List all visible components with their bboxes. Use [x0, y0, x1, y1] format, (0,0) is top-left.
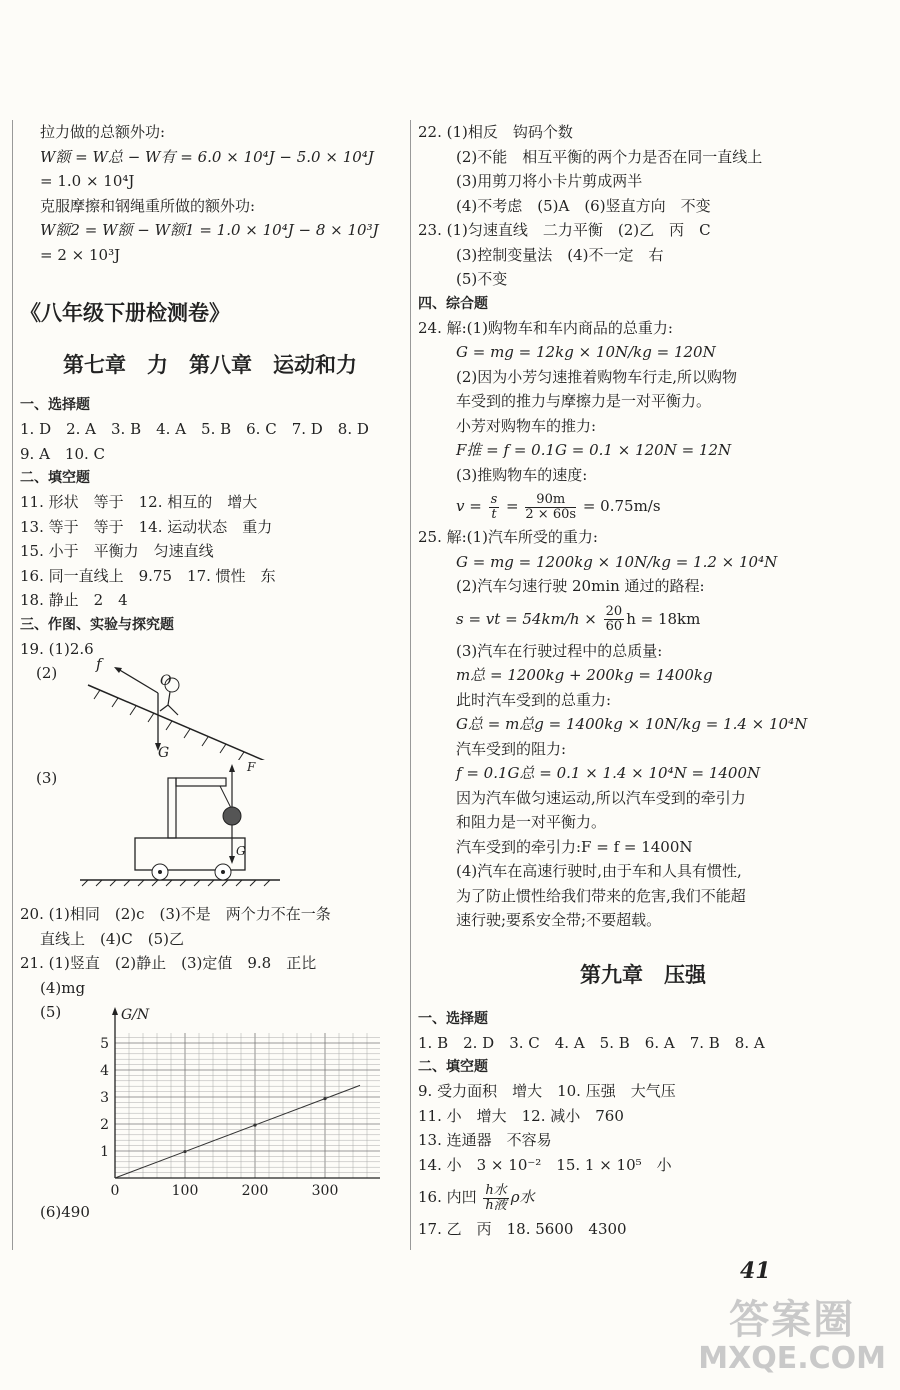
- formula-part: v =: [456, 497, 482, 515]
- answer-part: 16. 内凹: [418, 1188, 477, 1206]
- answer-line: 13. 等于 等于 14. 运动状态 重力: [20, 517, 273, 536]
- answer-line: 16. 同一直线上 9.75 17. 惯性 东: [20, 566, 276, 585]
- answer-line: (4)不考虑 (5)A (6)竖直方向 不变: [456, 196, 711, 215]
- y-axis-arrow: [112, 1007, 118, 1015]
- answer-line: (2)不能 相互平衡的两个力是否在同一直线上: [456, 147, 763, 166]
- incline-diagram: [70, 655, 310, 760]
- figure-label: (2): [36, 664, 58, 682]
- watermark-logo: 答案圈: [729, 1297, 856, 1343]
- x-tick-label: 0: [110, 1183, 120, 1198]
- fraction: [525, 493, 576, 522]
- section-heading: 一、选择题: [418, 1010, 488, 1027]
- formula-part: =: [506, 497, 519, 515]
- book-title: 《八年级下册检测卷》: [20, 301, 230, 325]
- force-label-g: G: [158, 745, 170, 761]
- formula: G = mg = 12kg × 10N/kg = 120N: [456, 343, 716, 361]
- chart-grid: [115, 1033, 380, 1178]
- answer-line: 19. (1)2.6: [20, 639, 94, 658]
- answer-line: 1. D 2. A 3. B 4. A 5. B 6. C 7. D 8. D: [20, 420, 369, 438]
- formula: W额 = W总 − W有 = 6.0 × 10⁴J − 5.0 × 10⁴J: [40, 147, 374, 166]
- force-label-f: F: [247, 760, 256, 774]
- left-margin-line: [12, 120, 13, 1250]
- answer-line: (3)控制变量法 (4)不一定 右: [456, 245, 664, 264]
- y-axis-label: G/N: [121, 1007, 150, 1023]
- formula-part: h = 18km: [626, 609, 701, 628]
- incline-figure: [20, 655, 400, 766]
- answer-line-16: [418, 1177, 868, 1217]
- answer-line: 和阻力是一对平衡力。: [456, 813, 607, 831]
- answer-line: 因为汽车做匀速运动,所以汽车受到的牵引力: [456, 788, 746, 807]
- text-line: 克服摩擦和钢绳重所做的额外功:: [40, 196, 256, 215]
- answer-line: (3)推购物车的速度:: [456, 465, 588, 484]
- answer-line: (2)汽车匀速行驶 20min 通过的路程:: [456, 577, 705, 595]
- chart-axes: [112, 1007, 380, 1181]
- answer-line: (5)不变: [456, 270, 508, 288]
- answer-line: 15. 小于 平衡力 匀速直线: [20, 542, 214, 560]
- answer-line: (3)用剪刀将小卡片剪成两半: [456, 172, 643, 190]
- cart-diagram: [80, 758, 300, 888]
- section-heading: 二、填空题: [20, 470, 90, 486]
- section-heading: 四、综合题: [418, 295, 488, 312]
- formula: F推 = f = 0.1G = 0.1 × 120N = 12N: [456, 441, 732, 459]
- y-tick-label: 4: [100, 1063, 109, 1079]
- formula: G = mg = 1200kg × 10N/kg = 1.2 × 10⁴N: [456, 552, 778, 571]
- formula: f = 0.1G总 = 0.1 × 1.4 × 10⁴N = 1400N: [456, 764, 761, 782]
- column-divider: [410, 120, 411, 1250]
- section-heading: 一、选择题: [20, 397, 90, 413]
- y-tick-label: 3: [100, 1090, 109, 1106]
- formula: G总 = m总g = 1400kg × 10N/kg = 1.4 × 10⁴N: [456, 715, 808, 733]
- graph-block: [20, 1000, 400, 1200]
- fraction-numerator: h水: [485, 1182, 507, 1198]
- formula: = 2 × 10³J: [40, 245, 121, 264]
- answer-line: 9. A 10. C: [20, 444, 106, 463]
- answer-line: 速行驶;要系安全带;不要超载。: [456, 911, 662, 929]
- data-point: [183, 1150, 186, 1153]
- x-tick-label: 300: [311, 1183, 339, 1198]
- fraction-numerator: s: [490, 491, 498, 507]
- answer-line: 为了防止惯性给我们带来的危害,我们不能超: [456, 886, 746, 905]
- y-tick-label: 5: [100, 1036, 109, 1052]
- answer-line: 11. 小 增大 12. 减小 760: [418, 1106, 624, 1125]
- formula-part: s = vt = 54km/h ×: [456, 609, 597, 628]
- answer-line: 车受到的推力与摩擦力是一对平衡力。: [456, 392, 712, 410]
- answer-line: (4)mg: [40, 978, 86, 997]
- data-point: [253, 1123, 256, 1126]
- y-tick-label: 2: [100, 1117, 109, 1133]
- figure-label: (3): [36, 769, 58, 787]
- answer-line: (2)因为小芳匀速推着购物车行走,所以购物: [456, 367, 738, 386]
- watermark-url: MXQE.COM: [698, 1341, 886, 1376]
- y-tick-label: 1: [100, 1144, 109, 1160]
- fraction-denominator: h液: [485, 1197, 507, 1213]
- fraction-denominator: 60: [605, 619, 623, 634]
- chapter-title: 第七章 力 第八章 运动和力: [63, 353, 357, 377]
- fraction: [483, 1184, 508, 1213]
- answer-line: 汽车受到的阻力:: [456, 739, 567, 758]
- cart-figure: [20, 760, 400, 896]
- formula: = 1.0 × 10⁴J: [40, 172, 135, 190]
- answer-line: 17. 乙 丙 18. 5600 4300: [418, 1220, 627, 1238]
- fraction-denominator: t: [491, 506, 497, 522]
- answer-line: 20. (1)相同 (2)c (3)不是 两个力不在一条: [20, 905, 331, 923]
- point-label-o: O: [160, 673, 172, 689]
- answer-line: (6)490: [40, 1203, 90, 1221]
- formula: W额2 = W额 − W额1 = 1.0 × 10⁴J − 8 × 10³J: [40, 221, 379, 239]
- fraction-denominator: 2 × 60s: [525, 506, 577, 522]
- answer-line: 直线上 (4)C (5)乙: [40, 929, 184, 948]
- formula-part: = 0.75m/s: [582, 497, 661, 515]
- fraction-numerator: 20: [605, 604, 623, 619]
- answer-line: 18. 静止 2 4: [20, 591, 128, 609]
- formula-velocity: [418, 487, 868, 525]
- chart-series: [115, 1085, 360, 1178]
- formula-distance: [418, 599, 868, 639]
- x-tick-label: 100: [171, 1183, 199, 1198]
- answer-line: 14. 小 3 × 10⁻² 15. 1 × 10⁵ 小: [418, 1155, 672, 1174]
- answer-line: 小芳对购物车的推力:: [456, 416, 597, 435]
- answer-line: 24. 解:(1)购物车和车内商品的总重力:: [418, 318, 673, 337]
- answer-line: 22. (1)相反 钩码个数: [418, 123, 573, 141]
- left-column: [20, 120, 400, 1225]
- force-label-f: f: [96, 655, 102, 673]
- answer-line: 11. 形状 等于 12. 相互的 增大: [20, 493, 258, 511]
- series-line: [115, 1085, 360, 1178]
- answer-line: 汽车受到的牵引力:F = f = 1400N: [456, 837, 693, 856]
- figure-label: (5): [40, 1003, 62, 1021]
- section-heading: 二、填空题: [418, 1059, 488, 1075]
- fraction: [489, 493, 500, 522]
- x-tick-label: 200: [241, 1183, 269, 1198]
- answer-line: 21. (1)竖直 (2)静止 (3)定值 9.8 正比: [20, 954, 317, 972]
- section-heading: 三、作图、实验与探究题: [20, 616, 174, 633]
- right-column: [418, 120, 868, 1242]
- data-point: [323, 1097, 326, 1100]
- fraction: [604, 605, 625, 634]
- answer-line: 1. B 2. D 3. C 4. A 5. B 6. A 7. B 8. A: [418, 1033, 765, 1052]
- g-m-graph: [60, 998, 380, 1198]
- text-line: 拉力做的总额外功:: [40, 123, 166, 141]
- answer-line: 25. 解:(1)汽车所受的重力:: [418, 528, 598, 546]
- answer-line: 13. 连通器 不容易: [418, 1131, 552, 1149]
- answer-line: (4)汽车在高速行驶时,由于车和人具有惯性,: [456, 862, 742, 880]
- formula: m总 = 1200kg + 200kg = 1400kg: [456, 666, 713, 684]
- chapter-title: 第九章 压强: [580, 962, 706, 987]
- answer-line: 9. 受力面积 增大 10. 压强 大气压: [418, 1082, 676, 1100]
- page-number: 41: [740, 1258, 771, 1284]
- answer-line: 23. (1)匀速直线 二力平衡 (2)乙 丙 C: [418, 221, 711, 239]
- answer-line: 此时汽车受到的总重力:: [456, 690, 612, 709]
- answer-part: ρ水: [510, 1188, 535, 1206]
- answer-line: (3)汽车在行驶过程中的总质量:: [456, 641, 663, 660]
- watermark: [698, 1298, 886, 1376]
- fraction-numerator: 90m: [525, 493, 576, 508]
- force-label-g: G: [236, 844, 246, 858]
